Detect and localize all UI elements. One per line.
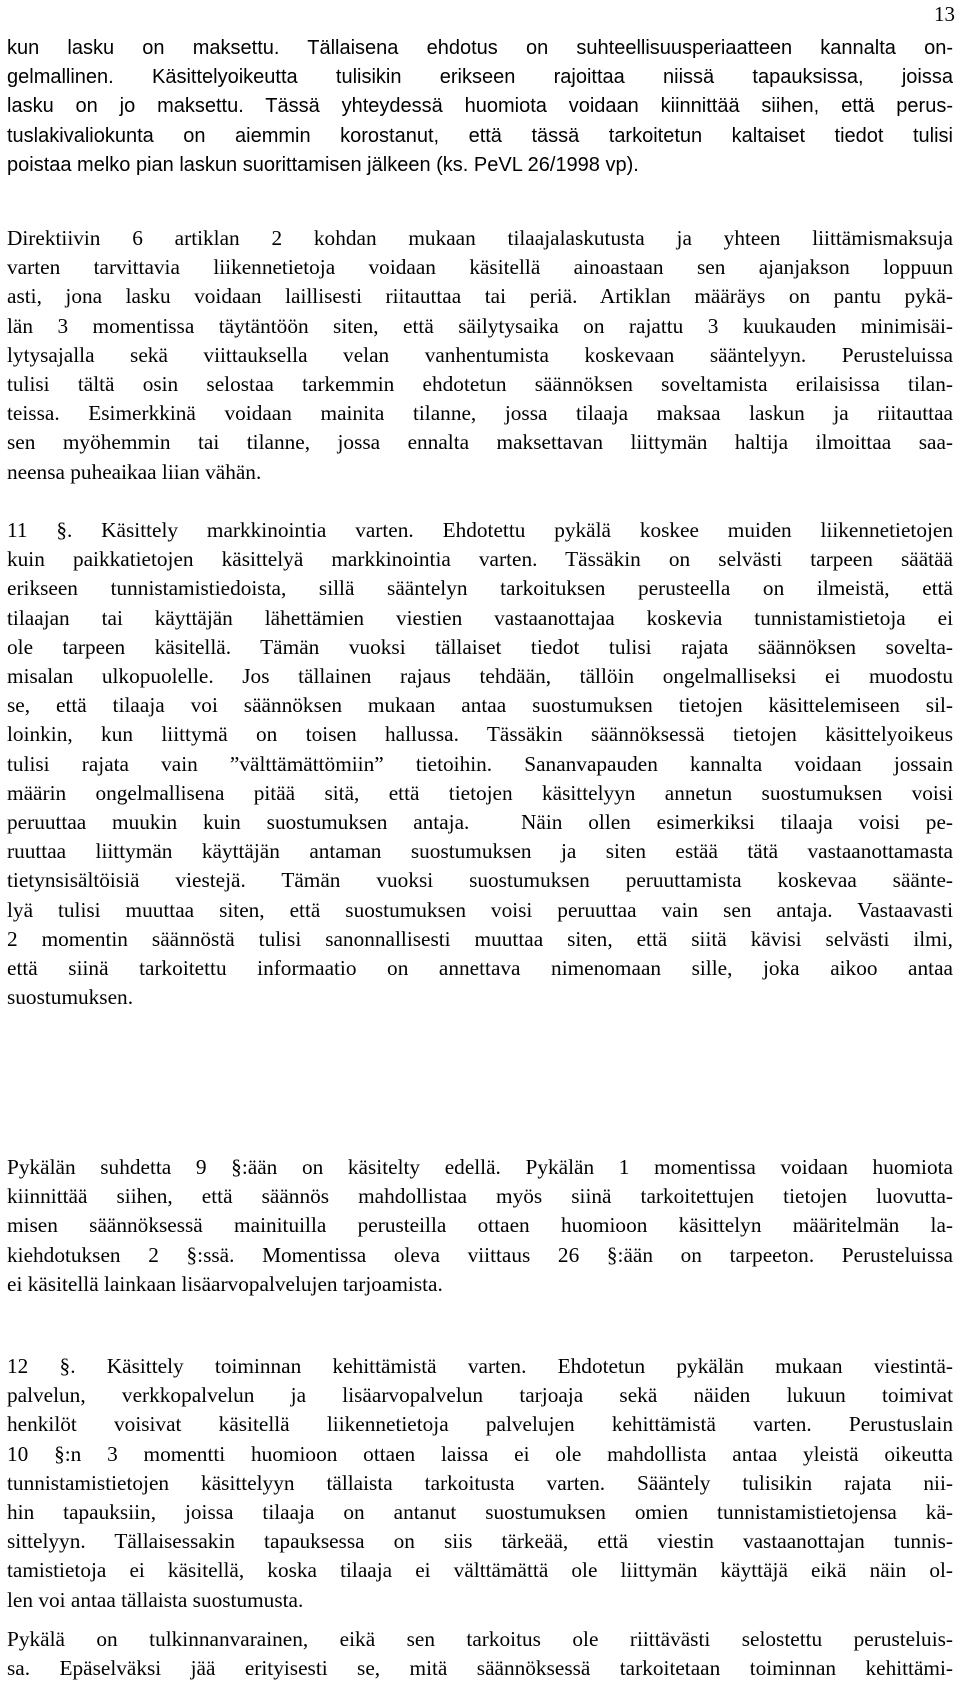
paragraph-3-line: tietynsisältöisiä viestejä. Tämän vuoksi suostumuksen peruuttamista koskevaa sääntе- [7, 868, 953, 893]
paragraph-1-line: lasku on jo maksettu. Tässä yhteydessä huomiota voidaan kiinnittää siihen, että perus- [7, 95, 953, 118]
paragraph-3-line: loinkin, kun liittymä on toisen hallussa. Tässäkin säännöksessä tietojen käsittelyoikeus [7, 722, 953, 747]
paragraph-2-line: lytysajalla sekä viittauksella velan vanhentumista koskevaan sääntelyyn. Perusteluissa [7, 342, 953, 367]
paragraph-4-line: misen säännöksessä mainituilla perusteilla ottaen huomioon käsittelyn määritelmän la- [7, 1213, 953, 1238]
paragraph-3-line: tilaajan tai käyttäjän lähettämien viestien vastaanottajaa koskevia tunnistamistietoja ei [7, 605, 953, 630]
paragraph-4-line: kiinnittää siihen, että säännös mahdollistaa myös siinä tarkoitettujen tietojen luovutta- [7, 1184, 953, 1209]
paragraph-3-line: misalan ulkopuolelle. Jos tällainen rajaus tehdään, tällöin ongelmalliseksi ei muodostu [7, 664, 953, 688]
paragraph-3-line: 11 §. Käsittely markkinointia varten. Ehdotettu pykälä koskee muiden liikennetietojen [7, 518, 953, 542]
paragraph-5-line: hin tapauksiin, joissa tilaaja on antanut suostumuksen omien tunnistamistietojensa kä- [7, 1500, 953, 1524]
paragraph-3-line: suostumuksen. [7, 985, 134, 1010]
paragraph-2-line: neensa puheaikaa liian vähän. [7, 459, 262, 484]
paragraph-2-line: teissa. Esimerkkinä voidaan mainita tilanne, jossa tilaaja maksaa laskun ja riitauttaa [7, 401, 953, 426]
paragraph-5-line: 12 §. Käsittely toiminnan kehittämistä varten. Ehdotetun pykälän mukaan viestintä- [7, 1354, 953, 1378]
paragraph-3-line: määrin ongelmallisena pitää sitä, että tietojen käsittelyyn annetun suostumuksen voisi [7, 780, 953, 805]
paragraph-4-line: Pykälän suhdetta 9 §:ään on käsitelty edellä. Pykälän 1 momentissa voidaan huomiota [7, 1155, 953, 1179]
paragraph-3-line: ruuttaa liittymän käyttäjän antaman suostumuksen ja siten estää tätä vastaanottamasta [7, 839, 953, 864]
paragraph-3-line: erikseen tunnistamistiedoista, sillä sääntelyn tarkoituksen perusteella on ilmeistä, että [7, 576, 953, 601]
paragraph-3-line: se, että tilaaja voi säännöksen mukaan antaa suostumuksen tietojen käsittelemiseen sil- [7, 693, 953, 718]
paragraph-3-line: että siinä tarkoitettu informaatio on annettava nimenomaan sille, joka aikoo antaa [7, 956, 953, 980]
paragraph-3-line: lyä tulisi muuttaa siten, että suostumuksen voisi peruuttaa vain sen antaja. Vastaavasti [7, 897, 953, 922]
paragraph-2-line: tulisi tältä osin selostaa tarkemmin ehdotetun säännöksen soveltamista erilaisissa tilan- [7, 372, 953, 396]
paragraph-1-line: gelmallinen. Käsittelyoikeutta tulisikin erikseen rajoittaa niissä tapauksissa, joissa [7, 66, 953, 89]
paragraph-5-line: tunnistamistietojen käsittelyyn tällaista tarkoitusta varten. Sääntely tulisikin rajata nii- [7, 1470, 953, 1495]
paragraph-3-line: tulisi rajata vain ”välttämättömiin” tietoihin. Sananvapauden kannalta voidaan jossain [7, 751, 953, 776]
paragraph-4-line: ei käsitellä lainkaan lisäarvopalvelujen tarjoamista. [7, 1271, 443, 1296]
paragraph-2-line: län 3 momentissa täytäntöön siten, että säilytysaika on rajattu 3 kuukauden minimisäi- [7, 313, 953, 338]
paragraph-2-line: Direktiivin 6 artiklan 2 kohdan mukaan tilaajalaskutusta ja yhteen liittämismaksuja [7, 226, 953, 250]
paragraph-5-line: palvelun, verkkopalvelun ja lisäarvopalvelun tarjoaja sekä näiden lukuun toimivat [7, 1383, 953, 1408]
paragraph-3-line: kuin paikkatietojen käsittelyä markkinointia varten. Tässäkin on selvästi tarpeen säätää [7, 547, 953, 572]
paragraph-6-line: Pykälä on tulkinnanvarainen, eikä sen tarkoitus ole riittävästi selostettu perusteluis- [7, 1627, 953, 1651]
paragraph-3-line: ole tarpeen käsitellä. Tämän vuoksi tällaiset tiedot tulisi rajata säännöksen sovelta- [7, 634, 953, 659]
paragraph-3-line: 2 momentin säännöstä tulisi sanonnallisesti muuttaa siten, että siitä kävisi selvästi ilmi, [7, 926, 953, 951]
paragraph-5-line: sittelyyn. Tällaisessakin tapauksessa on siis tärkeää, että viestin vastaanottajan tunnis- [7, 1529, 953, 1554]
paragraph-4-line: kiehdotuksen 2 §:ssä. Momentissa oleva viittaus 26 §:ään on tarpeeton. Perusteluissa [7, 1242, 953, 1267]
paragraph-2-line: asti, jona lasku voidaan laillisesti riitauttaa tai periä. Artiklan määräys on pantu pykä- [7, 284, 953, 309]
paragraph-5-line: 10 §:n 3 momentti huomioon ottaen laissa ei ole mahdollista antaa yleistä oikeutta [7, 1441, 953, 1466]
page-number: 13 [934, 2, 955, 26]
paragraph-5-line: henkilöt voisivat käsitellä liikennetietoja palvelujen kehittämistä varten. Perustuslain [7, 1412, 953, 1437]
paragraph-1-line: kun lasku on maksettu. Tällaisena ehdotus on suhteellisuusperiaatteen kannalta on- [7, 37, 953, 59]
paragraph-5-line: tamistietoja ei käsitellä, koska tilaaja ei välttämättä ole liittymän käyttäjä eikä näin ol- [7, 1558, 953, 1583]
paragraph-6-line: sa. Epäselväksi jää erityisesti se, mitä säännöksessä tarkoitetaan toiminnan kehittämi- [7, 1656, 953, 1681]
paragraph-2-line: varten tarvittavia liikennetietoja voidaan käsitellä ainoastaan sen ajanjakson loppuun [7, 255, 953, 280]
paragraph-5-line: len voi antaa tällaista suostumusta. [7, 1587, 304, 1612]
paragraph-1-line: poistaa melko pian laskun suorittamisen jälkeen (ks. PeVL 26/1998 vp). [7, 153, 639, 176]
paragraph-1-line: tuslakivaliokunta on aiemmin korostanut, että tässä tarkoitetun kaltaiset tiedot tulisi [7, 124, 953, 147]
paragraph-3-line: peruuttaa muukin kuin suostumuksen antaja. Näin ollen esimerkiksi tilaaja voisi pe- [7, 810, 953, 834]
paragraph-2-line: sen myöhemmin tai tilanne, jossa ennalta maksettavan liittymän haltija ilmoittaa saa- [7, 430, 953, 455]
